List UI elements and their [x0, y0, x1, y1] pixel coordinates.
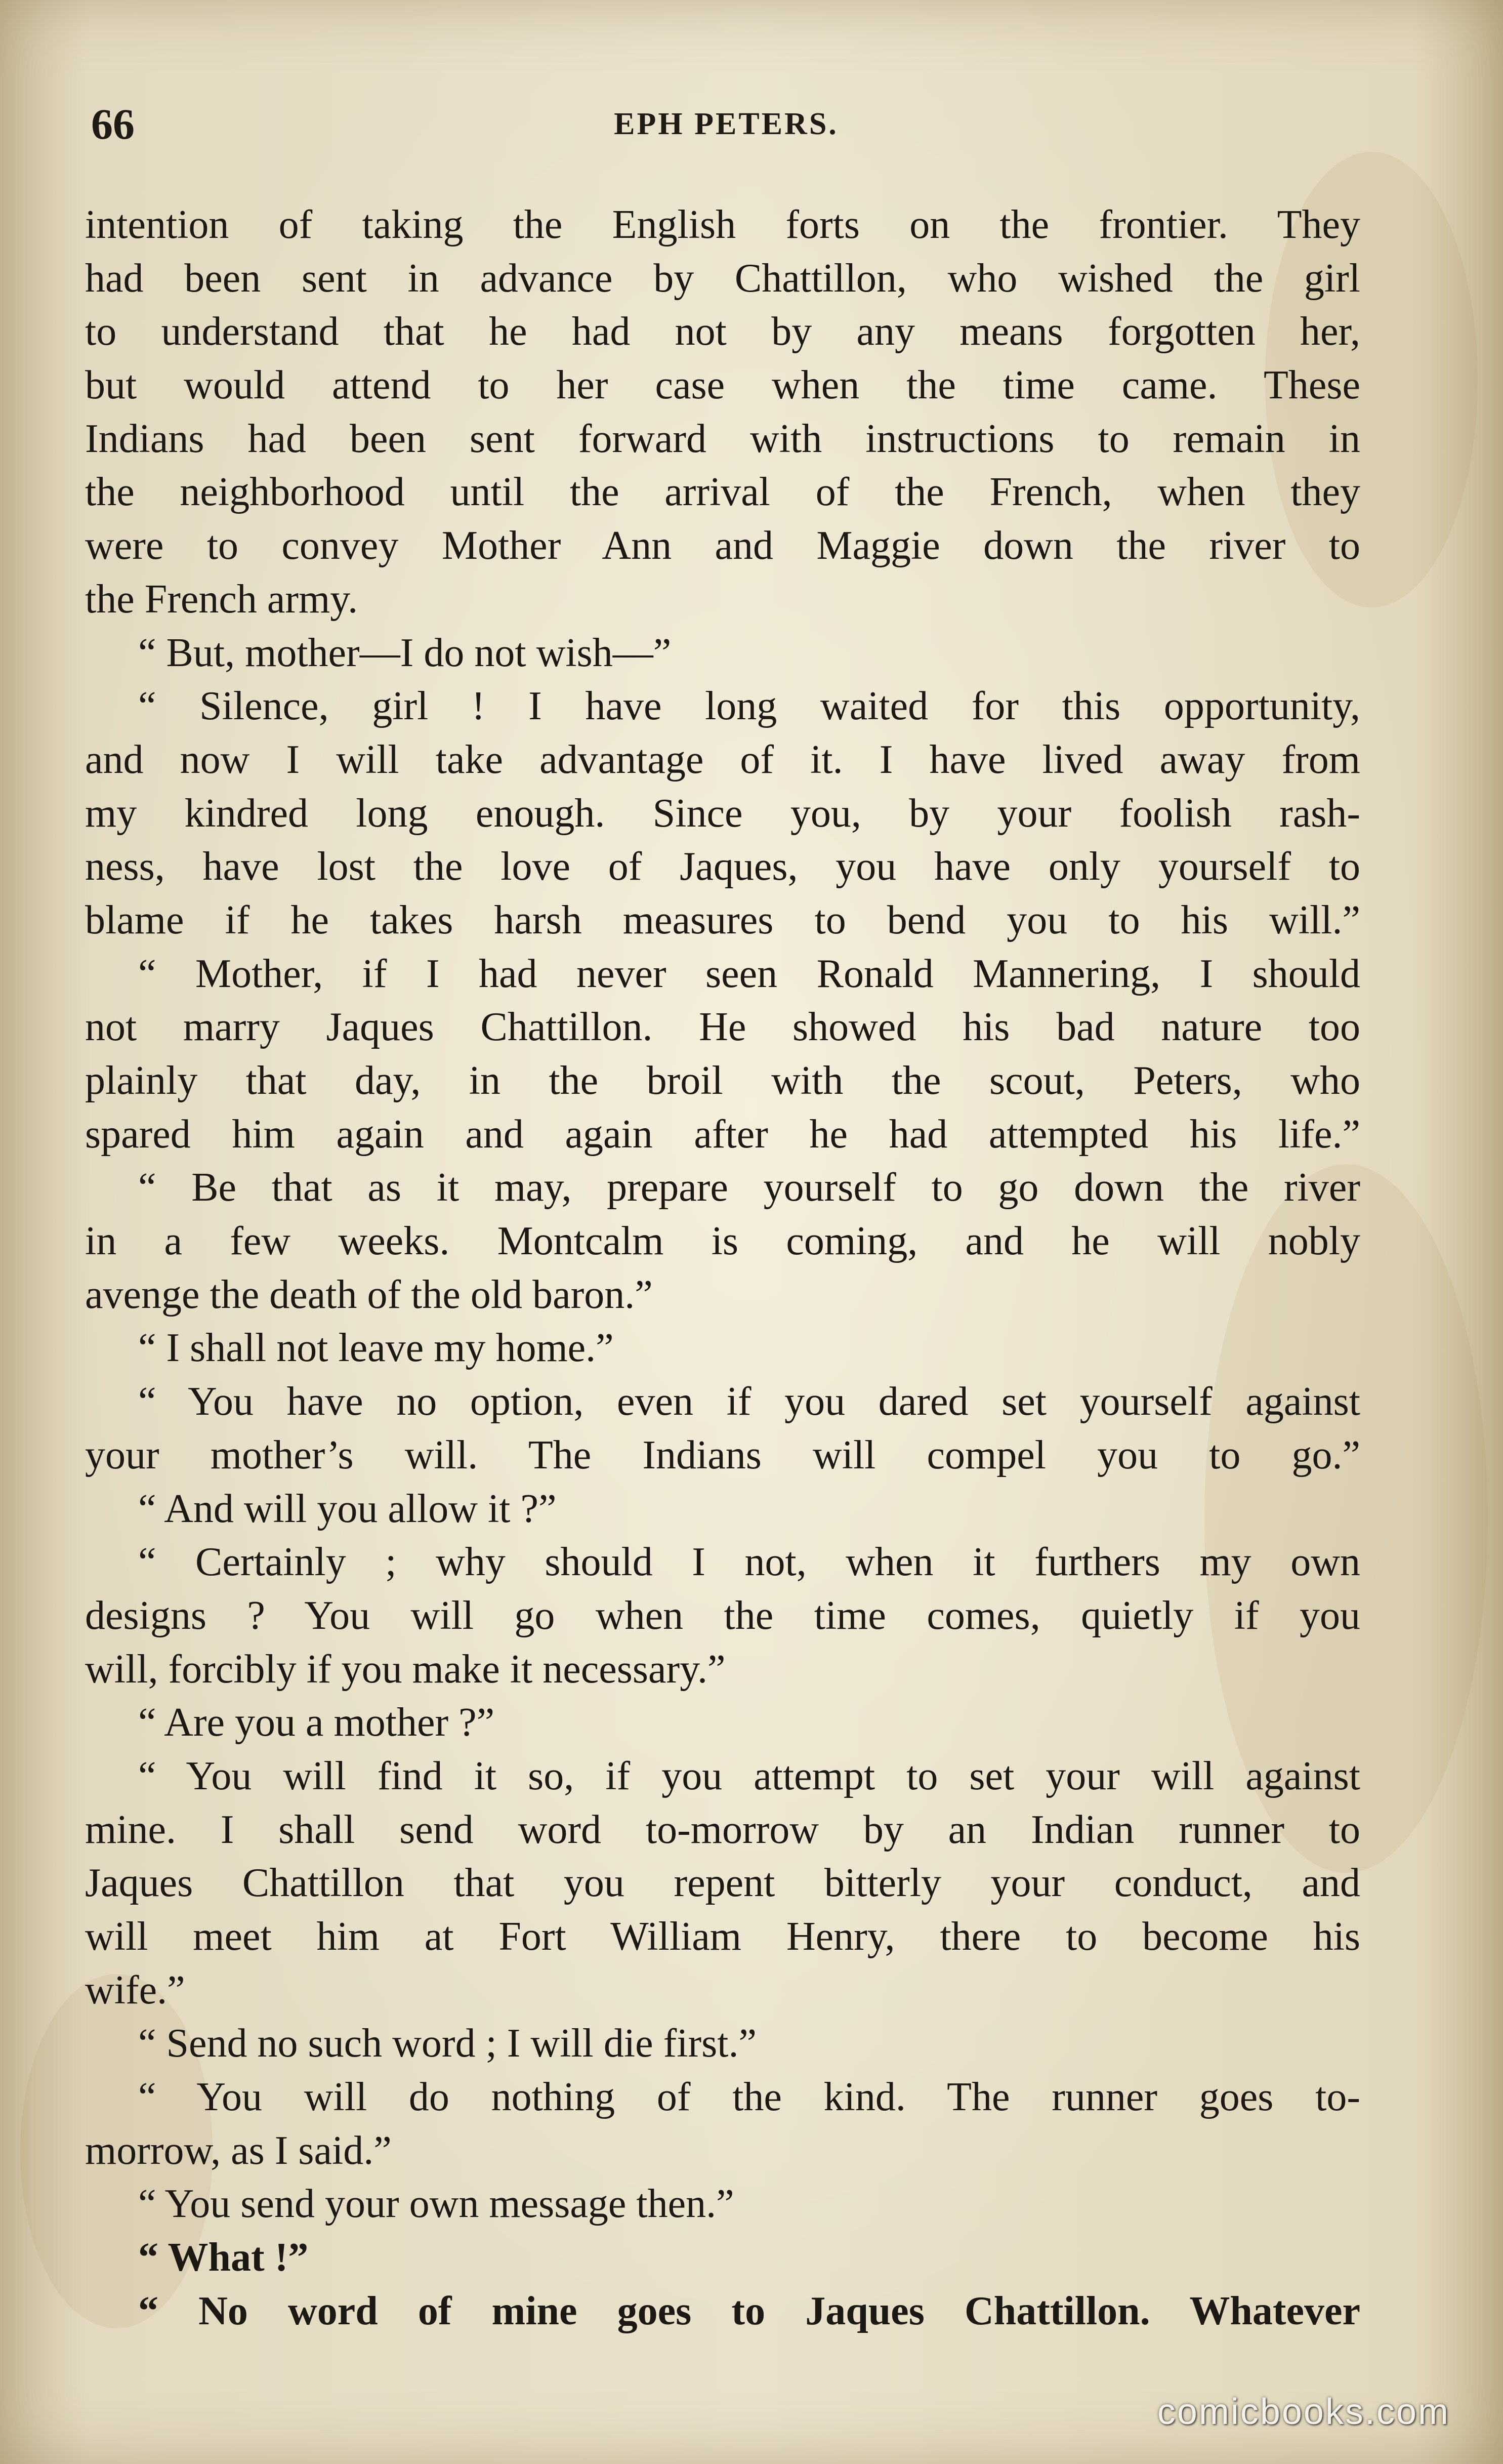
text-line: “ What !”: [138, 2235, 309, 2280]
text-line: plainly that day, in the broil with the scout, Peters, who: [85, 1058, 1360, 1103]
text-line: morrow, as I said.”: [85, 2128, 392, 2173]
text-line: “ And will you allow it ?”: [138, 1486, 557, 1531]
text-line: avenge the death of the old baron.”: [85, 1272, 653, 1317]
text-line: to understand that he had not by any means forgotten her,: [85, 309, 1360, 354]
watermark: comicbooks.com: [1157, 2392, 1450, 2432]
text-line: Indians had been sent forward with instructions to remain in: [85, 416, 1360, 461]
text-line: my kindred long enough. Since you, by your foolish rash-: [85, 791, 1360, 836]
text-line: not marry Jaques Chattillon. He showed his bad nature too: [85, 1005, 1360, 1050]
text-line: “ You have no option, even if you dared set yourself against: [138, 1379, 1360, 1424]
text-line: “ You will find it so, if you attempt to set your will against: [138, 1753, 1360, 1798]
text-line: “ Mother, if I had never seen Ronald Mannering, I should: [138, 951, 1360, 996]
text-line: Jaques Chattillon that you repent bitterly your conduct, and: [85, 1861, 1360, 1906]
text-line: had been sent in advance by Chattillon, who wished the girl: [85, 256, 1360, 301]
text-line: the French army.: [85, 577, 358, 622]
page-number: 66: [91, 100, 135, 148]
text-line: wife.”: [85, 1967, 185, 2013]
text-line: but would attend to her case when the time came. These: [85, 363, 1360, 408]
text-line: spared him again and again after he had attempted his life.”: [85, 1112, 1360, 1157]
text-line: “ You send your own message then.”: [138, 2182, 734, 2227]
text-line: intention of taking the English forts on the frontier. They: [85, 202, 1360, 247]
text-line: and now I will take advantage of it. I have lived away from: [85, 737, 1360, 782]
text-line: ness, have lost the love of Jaques, you have only yourself to: [85, 844, 1360, 889]
text-line: “ Silence, girl ! I have long waited for this opportunity,: [138, 684, 1360, 729]
text-line: “ Send no such word ; I will die first.”: [138, 2021, 757, 2066]
text-line: “ Be that as it may, prepare yourself to go down the river: [138, 1165, 1360, 1210]
text-line: your mother’s will. The Indians will compel you to go.”: [85, 1432, 1360, 1477]
page-header: [89, 96, 1364, 152]
body-text: [85, 198, 1360, 2338]
text-line: “ Certainly ; why should I not, when it furthers my own: [138, 1540, 1360, 1585]
text-line: the neighborhood until the arrival of the French, when they: [85, 470, 1360, 515]
text-line: were to convey Mother Ann and Maggie down the river to: [85, 523, 1360, 568]
text-line: blame if he takes harsh measures to bend you to his will.”: [85, 897, 1360, 942]
text-line: “ You will do nothing of the kind. The runner goes to-: [138, 2075, 1360, 2120]
text-line: “ Are you a mother ?”: [138, 1700, 495, 1745]
text-line: designs ? You will go when the time comes, quietly if you: [85, 1593, 1360, 1638]
text-line: “ I shall not leave my home.”: [138, 1326, 614, 1371]
text-line: will meet him at Fort William Henry, there to become his: [85, 1914, 1360, 1959]
text-line: “ No word of mine goes to Jaques Chattillon. Whatever: [138, 2288, 1360, 2333]
running-title: EPH PETERS.: [614, 107, 839, 141]
text-line: in a few weeks. Montcalm is coming, and he will nobly: [85, 1219, 1360, 1264]
text-line: will, forcibly if you make it necessary.”: [85, 1647, 726, 1692]
text-line: mine. I shall send word to-morrow by an Indian runner to: [85, 1807, 1360, 1852]
text-line: “ But, mother—I do not wish—”: [138, 630, 672, 675]
